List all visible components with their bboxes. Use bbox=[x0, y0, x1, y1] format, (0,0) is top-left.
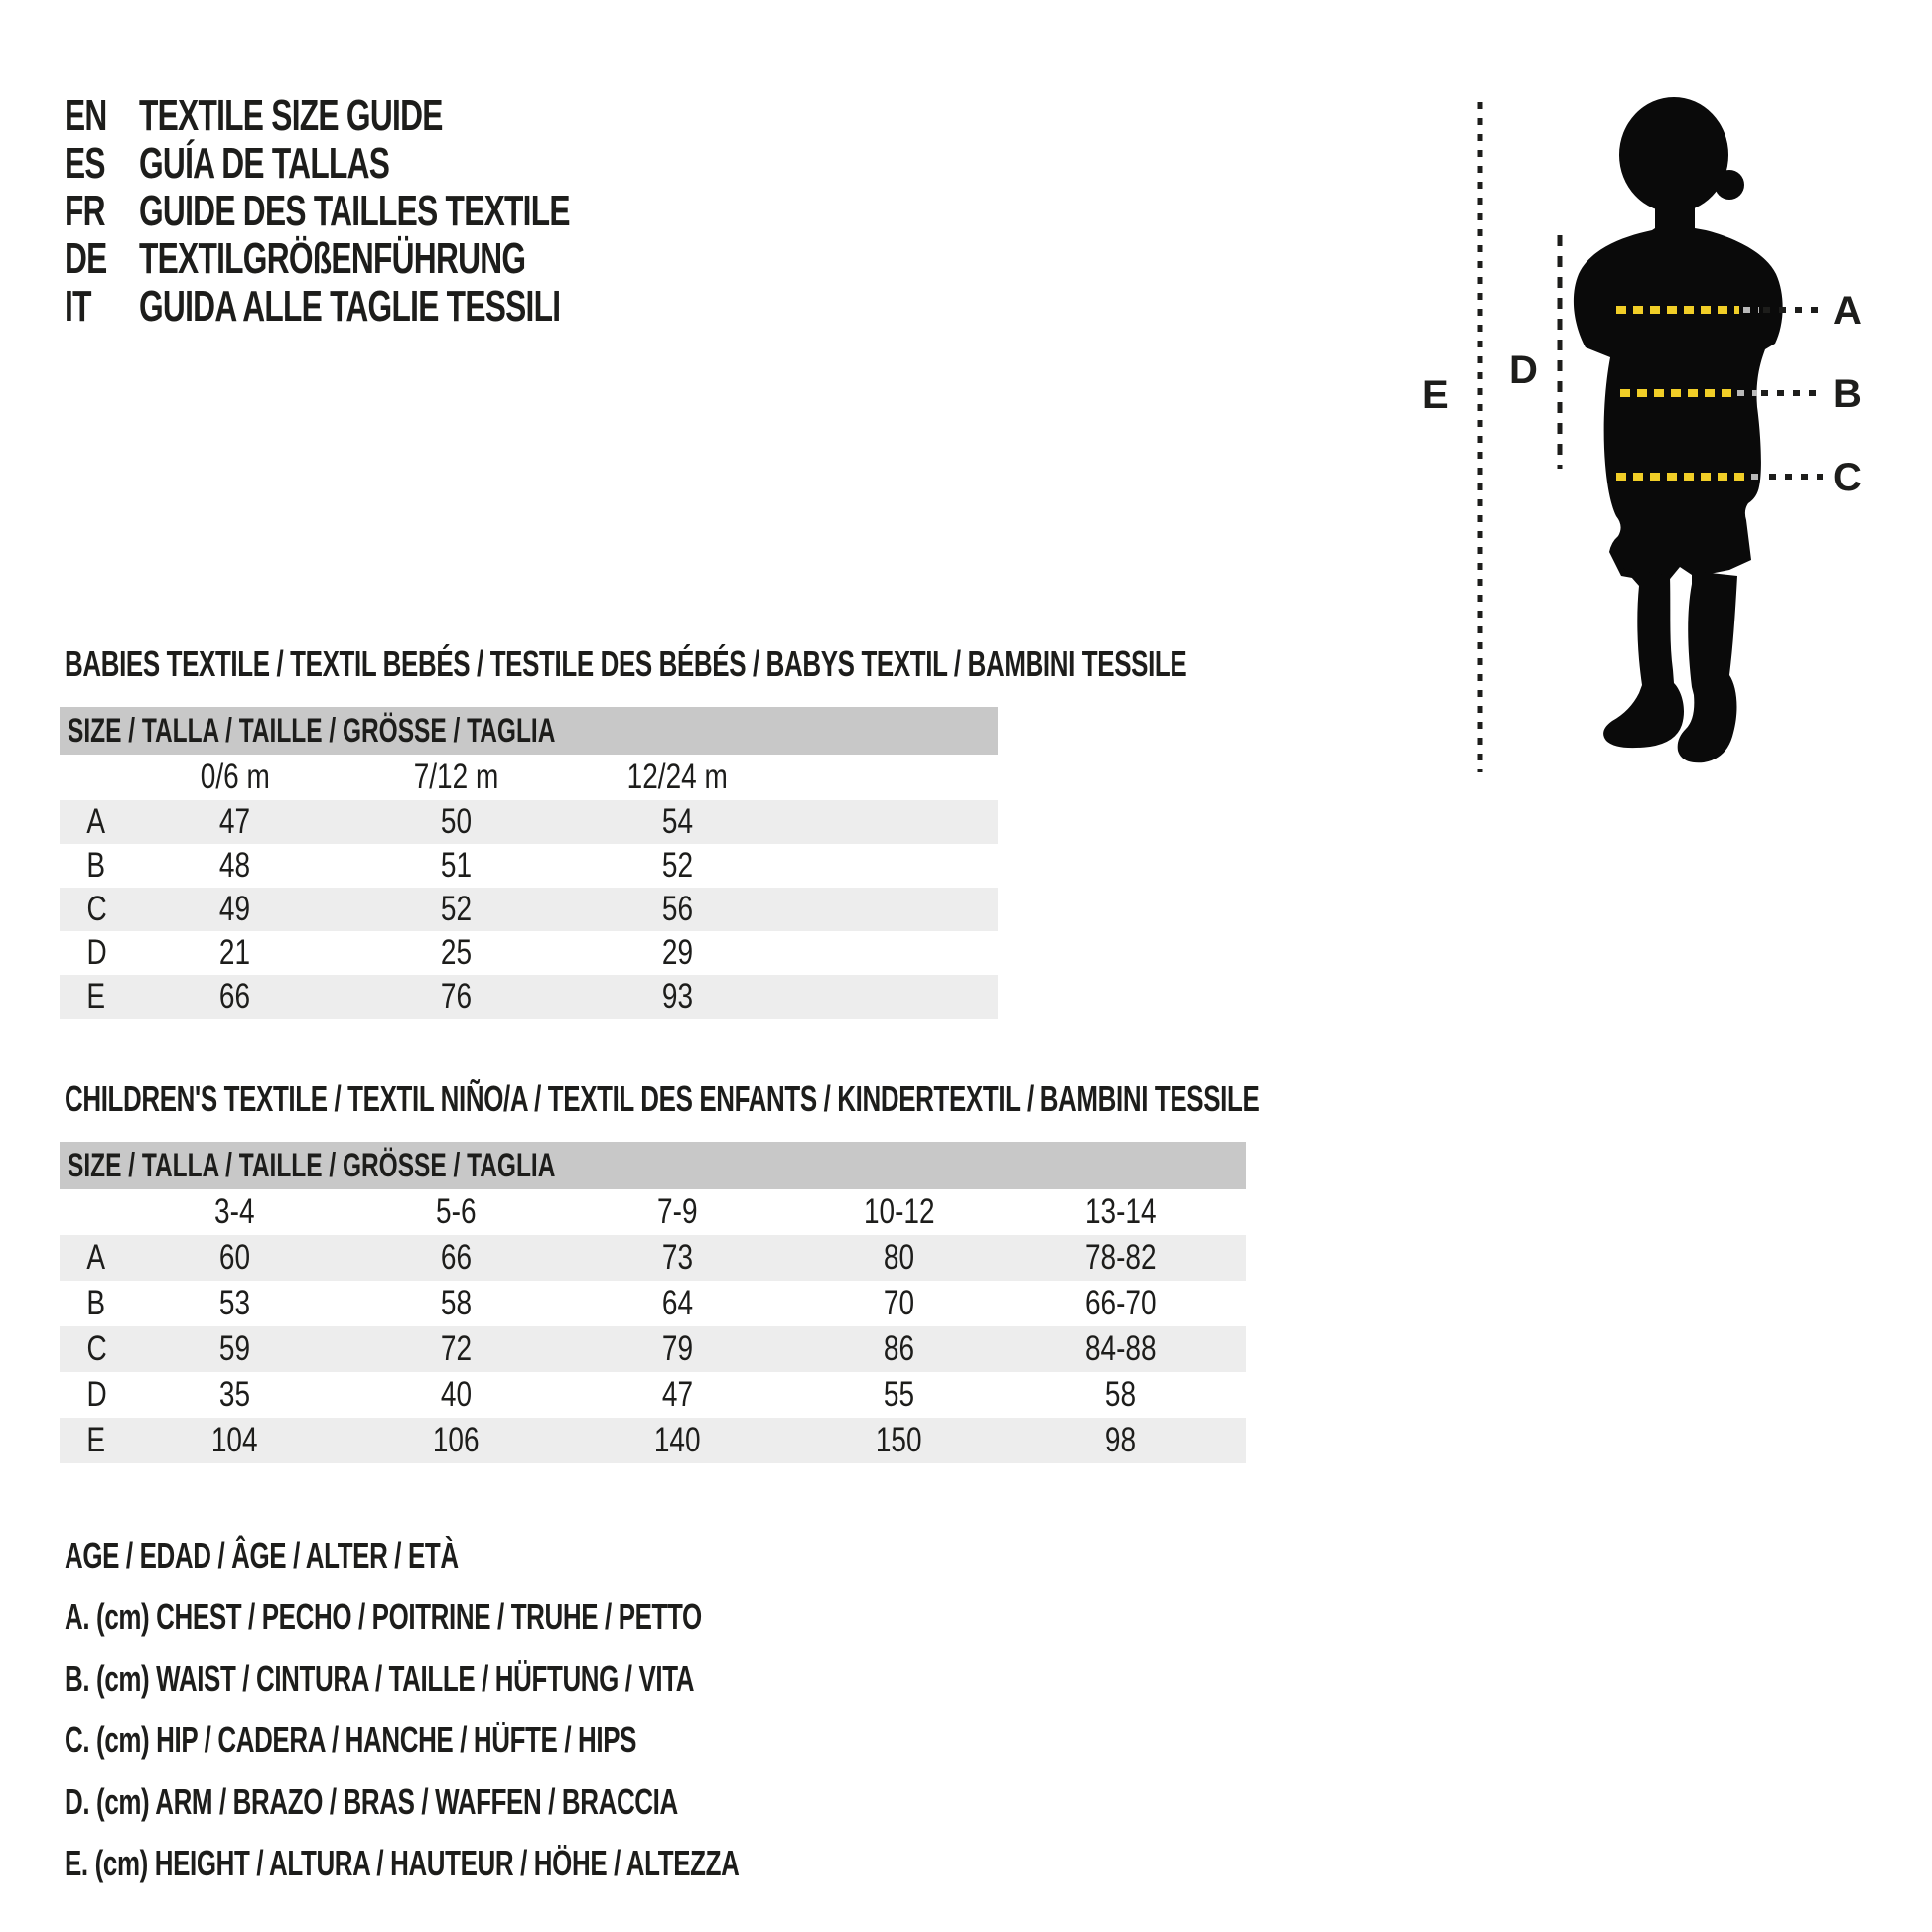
legend-height: E. (cm) HEIGHT / ALTURA / HAUTEUR / HÖHE / ALTEZZA bbox=[65, 1843, 740, 1883]
label-b: B bbox=[1833, 372, 1862, 416]
column-header: 12/24 m bbox=[626, 758, 729, 796]
children-size-table bbox=[60, 1142, 1246, 1463]
legend-age: AGE / EDAD / ÂGE / ALTER / ETÀ bbox=[65, 1535, 459, 1576]
row-label: A bbox=[86, 1238, 106, 1277]
label-a: A bbox=[1833, 289, 1862, 333]
column-header: 5-6 bbox=[436, 1192, 477, 1231]
measurement-diagram bbox=[1370, 79, 1932, 794]
table-row: A 47 50 54 bbox=[60, 800, 998, 844]
silhouette-hair bbox=[1715, 170, 1744, 200]
lang-title: GUIDA ALLE TAGLIE TESSILI bbox=[139, 282, 561, 331]
lang-row-es bbox=[65, 139, 737, 187]
babies-section-title: BABIES TEXTILE / TEXTIL BEBÉS / TESTILE DES BÉBÉS / BABYS TEXTIL / BAMBINI TESSILE bbox=[65, 643, 1187, 684]
children-column-headers bbox=[60, 1189, 1246, 1235]
row-label: B bbox=[86, 1284, 106, 1322]
row-label: A bbox=[86, 802, 106, 841]
lang-row-en bbox=[65, 91, 737, 139]
legend-chest: A. (cm) CHEST / PECHO / POITRINE / TRUHE / PETTO bbox=[65, 1596, 702, 1637]
column-header: 3-4 bbox=[214, 1192, 255, 1231]
lang-row-fr bbox=[65, 187, 737, 234]
lang-title: TEXTILE SIZE GUIDE bbox=[139, 91, 443, 140]
column-header: 10-12 bbox=[863, 1192, 935, 1231]
silhouette-torso bbox=[1574, 191, 1783, 584]
legend-hip: C. (cm) HIP / CADERA / HANCHE / HÜFTE / HIPS bbox=[65, 1720, 637, 1760]
lang-code: EN bbox=[65, 91, 107, 140]
lang-code: IT bbox=[65, 282, 91, 331]
lang-code: DE bbox=[65, 234, 107, 283]
measurement-legend bbox=[65, 1525, 1002, 1894]
size-header-bar: SIZE / TALLA / TAILLE / GRÖSSE / TAGLIA bbox=[60, 707, 998, 755]
lang-title: TEXTILGRÖßENFÜHRUNG bbox=[139, 234, 526, 283]
column-header: 0/6 m bbox=[200, 758, 270, 796]
column-header: 7/12 m bbox=[413, 758, 499, 796]
children-rows bbox=[60, 1235, 1246, 1463]
row-label: C bbox=[86, 890, 107, 928]
row-label: D bbox=[86, 1375, 107, 1414]
column-header: 13-14 bbox=[1084, 1192, 1157, 1231]
language-title-block bbox=[65, 91, 737, 330]
row-label: B bbox=[86, 846, 106, 885]
table-row: B 53 58 64 70 66-70 bbox=[60, 1281, 1246, 1326]
row-label: D bbox=[86, 933, 107, 972]
babies-size-table bbox=[60, 707, 998, 1019]
legend-waist: B. (cm) WAIST / CINTURA / TAILLE / HÜFTUNG / VITA bbox=[65, 1658, 695, 1699]
lang-row-de bbox=[65, 234, 737, 282]
lang-title: GUÍA DE TALLAS bbox=[139, 139, 390, 188]
lang-row-it bbox=[65, 282, 737, 330]
lang-title: GUIDE DES TAILLES TEXTILE bbox=[139, 187, 570, 235]
silhouette-right-leg bbox=[1678, 571, 1737, 762]
row-label: E bbox=[86, 1421, 106, 1459]
column-header: 7-9 bbox=[657, 1192, 698, 1231]
child-silhouette bbox=[1574, 97, 1783, 762]
size-header-bar: SIZE / TALLA / TAILLE / GRÖSSE / TAGLIA bbox=[60, 1142, 1246, 1189]
babies-rows bbox=[60, 800, 998, 1019]
table-row: E 66 76 93 bbox=[60, 975, 998, 1019]
label-e: E bbox=[1422, 373, 1449, 417]
row-label: E bbox=[86, 977, 106, 1016]
table-row: D 21 25 29 bbox=[60, 931, 998, 975]
table-row: D 35 40 47 55 58 bbox=[60, 1372, 1246, 1418]
silhouette-left-leg bbox=[1603, 568, 1684, 748]
table-row: C 49 52 56 bbox=[60, 888, 998, 931]
row-label: C bbox=[86, 1329, 107, 1368]
table-row: C 59 72 79 86 84-88 bbox=[60, 1326, 1246, 1372]
label-c: C bbox=[1833, 456, 1862, 499]
table-row: A 60 66 73 80 78-82 bbox=[60, 1235, 1246, 1281]
babies-column-headers bbox=[60, 755, 998, 800]
lang-code: ES bbox=[65, 139, 105, 188]
legend-arm: D. (cm) ARM / BRAZO / BRAS / WAFFEN / BRACCIA bbox=[65, 1781, 678, 1822]
table-row: B 48 51 52 bbox=[60, 844, 998, 888]
table-row: E 104 106 140 150 98 bbox=[60, 1418, 1246, 1463]
children-section-title: CHILDREN'S TEXTILE / TEXTIL NIÑO/A / TEXTIL DES ENFANTS / KINDERTEXTIL / BAMBINI TESSILE bbox=[65, 1078, 1260, 1119]
label-d: D bbox=[1509, 348, 1538, 392]
lang-code: FR bbox=[65, 187, 105, 235]
